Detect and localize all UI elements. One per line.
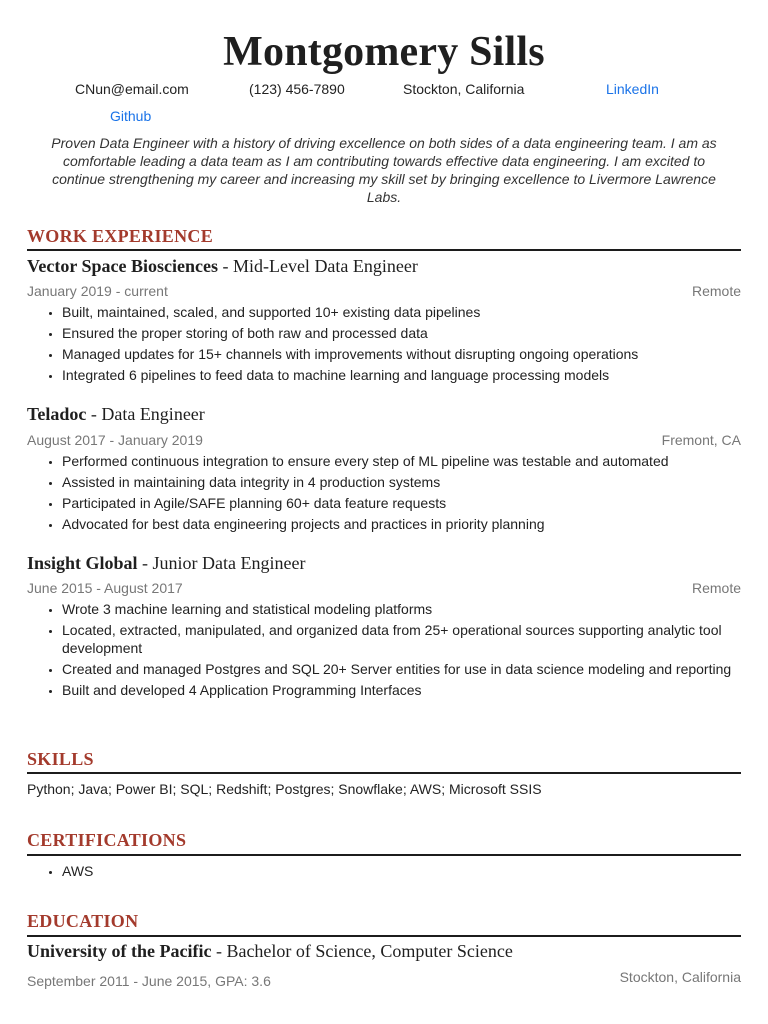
contact-phone: (123) 456-7890 (249, 81, 345, 97)
list-item: • Assisted in maintaining data integrity in 4 production systems (62, 473, 762, 491)
list-item: • Built, maintained, scaled, and supported 10+ existing data pipelines (62, 303, 762, 321)
job-dates: June 2015 - August 2017 (27, 580, 183, 596)
job-location: Remote (691, 580, 741, 596)
education-degree: - Bachelor of Science, Computer Science (211, 941, 513, 961)
job-location: Remote (691, 283, 741, 299)
job-role: - Data Engineer (86, 404, 205, 424)
section-divider (27, 935, 741, 937)
candidate-name: Montgomery Sills (223, 29, 545, 75)
linkedin-link[interactable]: LinkedIn (606, 81, 659, 97)
section-title-education: EDUCATION (27, 911, 139, 931)
section-divider (27, 772, 741, 774)
list-item: • Integrated 6 pipelines to feed data to machine learning and language processing models (62, 366, 762, 384)
list-item: • Ensured the proper storing of both raw and processed data (62, 324, 762, 342)
job-heading (27, 553, 306, 574)
job-dates: January 2019 - current (27, 283, 168, 299)
job-location: Fremont, CA (661, 432, 741, 448)
education-heading (27, 941, 513, 962)
contact-location: Stockton, California (403, 81, 525, 97)
list-item: • Managed updates for 15+ channels with improvements without disrupting ongoing operations (62, 345, 762, 363)
profile-summary: Proven Data Engineer with a history of driving excellence on both sides of a data engineering team. I am as comfortable leading a data team as I am contributing towards effective data engineering. I am excited to continue strengthening my career and increasing my skill set by bringing excellence to Livermore Lawrence Labs. (51, 135, 717, 205)
list-item: • Advocated for best data engineering projects and practices in priority planning (62, 515, 762, 533)
list-item: • Located, extracted, manipulated, and organized data from 25+ operational sources supporting analytic tool development (62, 621, 762, 657)
list-item: • Built and developed 4 Application Programming Interfaces (62, 681, 762, 699)
list-item: • AWS (62, 862, 762, 880)
list-item: • Created and managed Postgres and SQL 20+ Server entities for use in data science modeling and reporting (62, 660, 762, 678)
list-item: • Participated in Agile/SAFE planning 60+ data feature requests (62, 494, 762, 512)
job-dates: August 2017 - January 2019 (27, 432, 203, 448)
skills-list: Python; Java; Power BI; SQL; Redshift; Postgres; Snowflake; AWS; Microsoft SSIS (27, 781, 542, 797)
section-divider (27, 249, 741, 251)
section-title-skills: SKILLS (27, 749, 94, 769)
section-title-work: WORK EXPERIENCE (27, 226, 214, 246)
section-title-certifications: CERTIFICATIONS (27, 830, 187, 850)
section-divider (27, 854, 741, 856)
job-bullets (27, 452, 762, 536)
github-link[interactable]: Github (110, 108, 152, 124)
job-role: - Junior Data Engineer (137, 553, 306, 573)
job-company: Vector Space Biosciences (27, 256, 218, 276)
education-dates: September 2011 - June 2015, GPA: 3.6 (27, 973, 271, 989)
education-school: University of the Pacific (27, 941, 212, 961)
job-heading (27, 256, 418, 277)
job-bullets (27, 303, 762, 387)
contact-email: CNun@email.com (75, 81, 189, 97)
list-item: • Wrote 3 machine learning and statistical modeling platforms (62, 600, 762, 618)
education-location: Stockton, California (619, 969, 741, 985)
job-company: Insight Global (27, 553, 138, 573)
job-heading (27, 404, 205, 425)
job-bullets (27, 600, 762, 702)
list-item: • Performed continuous integration to ensure every step of ML pipeline was testable and automated (62, 452, 762, 470)
job-company: Teladoc (27, 404, 87, 424)
certification-list (27, 862, 762, 883)
job-role: - Mid-Level Data Engineer (217, 256, 418, 276)
